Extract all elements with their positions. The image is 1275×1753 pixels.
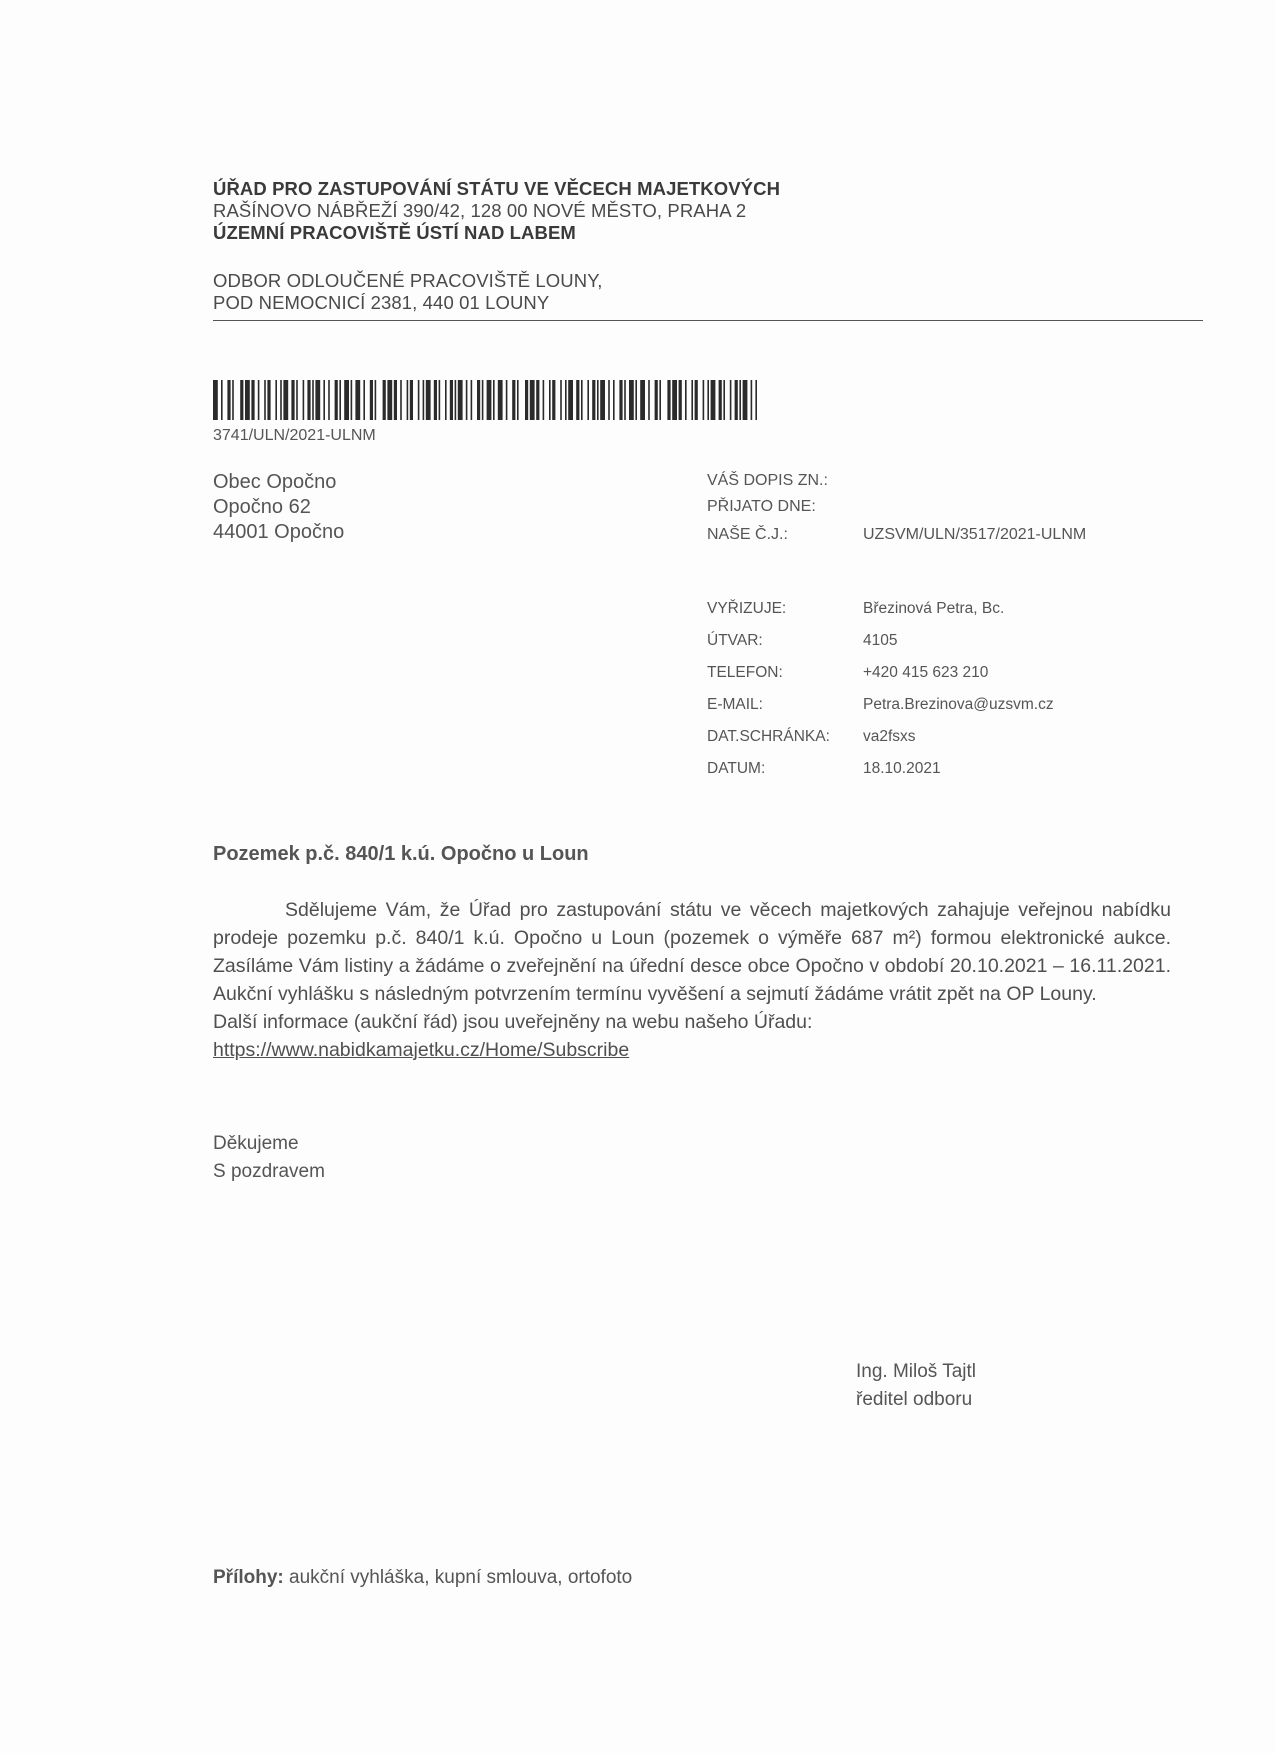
barcode-bar: [477, 380, 480, 420]
barcode-bar: [387, 380, 392, 420]
letter-subject: Pozemek p.č. 840/1 k.ú. Opočno u Loun: [213, 843, 589, 865]
barcode-number: 3741/ULN/2021-ULNM: [213, 427, 376, 444]
barcode-bar: [251, 380, 254, 420]
barcode-bar: [739, 380, 741, 420]
barcode-bar: [426, 380, 431, 420]
email-value: Petra.Brezinova@uzsvm.cz: [863, 696, 1054, 713]
recipient-line-3: 44001 Opočno: [213, 521, 345, 543]
barcode-bar: [434, 380, 437, 420]
barcode-bar: [221, 380, 223, 420]
barcode-bar: [445, 380, 447, 420]
signature-block: [856, 1358, 976, 1414]
barcode-bar: [418, 380, 420, 420]
barcode-bar: [410, 380, 413, 420]
barcode-bar: [258, 380, 260, 420]
barcode-bar: [283, 380, 288, 420]
barcode-bar: [450, 380, 453, 420]
barcode-bar: [339, 380, 341, 420]
office-name: ÚŘAD PRO ZASTUPOVÁNÍ STÁTU VE VĚCECH MAJETKOVÝCH: [213, 178, 781, 199]
barcode-bar: [240, 380, 243, 420]
recipient-line-2: Opočno 62: [213, 496, 311, 518]
barcode-bar: [455, 380, 457, 420]
barcode-bar: [525, 380, 528, 420]
received-label: PŘIJATO DNE:: [707, 498, 816, 515]
barcode-bar: [613, 380, 615, 420]
barcode-bar: [213, 380, 218, 420]
barcode-bar: [498, 380, 503, 420]
barcode-bar: [755, 380, 757, 420]
barcode-bar: [275, 380, 277, 420]
department-address: POD NEMOCNICÍ 2381, 440 01 LOUNY: [213, 292, 550, 313]
barcode-bar: [363, 380, 365, 420]
barcode-bar: [267, 380, 270, 420]
unit-value: 4105: [863, 632, 898, 649]
department-name: ODBOR ODLOUČENÉ PRACOVIŠTĚ LOUNY,: [213, 270, 603, 291]
signatory-name: Ing. Miloš Tajtl: [856, 1361, 977, 1382]
barcode-bar: [296, 380, 298, 420]
barcode-bar: [307, 380, 310, 420]
barcode-bar: [471, 380, 473, 420]
barcode-bar: [629, 380, 634, 420]
barcode-bar: [323, 380, 325, 420]
phone-value: +420 415 623 210: [863, 664, 989, 681]
barcode-bar: [592, 380, 595, 420]
our-ref-label: NAŠE Č.J.:: [707, 526, 788, 543]
barcode-bar: [691, 380, 693, 420]
barcode-bar: [280, 380, 282, 420]
barcode-bar: [245, 380, 250, 420]
barcode-bar: [351, 380, 353, 420]
barcode-bar: [695, 380, 698, 420]
barcode-bar: [597, 380, 599, 420]
workplace-name: ÚZEMNÍ PRACOVIŠTĚ ÚSTÍ NAD LABEM: [213, 222, 576, 243]
closing-thanks: Děkujeme: [213, 1133, 299, 1154]
barcode-bar: [655, 380, 658, 420]
barcode-bar: [335, 380, 338, 420]
barcode-bar: [466, 380, 468, 420]
databox-label: DAT.SCHRÁNKA:: [707, 728, 830, 745]
barcode-bar: [264, 380, 266, 420]
barcode-bar: [407, 380, 409, 420]
barcode-bar: [648, 380, 650, 420]
barcode-bar: [587, 380, 589, 420]
barcode-bar: [536, 380, 539, 420]
barcode-bar: [635, 380, 637, 420]
barcode-bar: [315, 380, 320, 420]
barcode-bar: [458, 380, 463, 420]
barcode-bar: [743, 380, 748, 420]
recipient-line-1: Obec Opočno: [213, 471, 337, 493]
barcode-bar: [560, 380, 562, 420]
barcode-bar: [312, 380, 314, 420]
barcode-bar: [423, 380, 425, 420]
our-ref-value: UZSVM/ULN/3517/2021-ULNM: [863, 526, 1087, 543]
databox-value: va2fsxs: [863, 728, 916, 745]
barcode-bar: [565, 380, 567, 420]
barcode-bar: [659, 380, 661, 420]
barcode-bar: [400, 380, 402, 420]
barcode-bar: [375, 380, 377, 420]
handler-label: VYŘIZUJE:: [707, 600, 787, 617]
barcode-bar: [600, 380, 605, 420]
auction-link[interactable]: https://www.nabidkamajetku.cz/Home/Subscribe: [213, 1039, 630, 1061]
body-paragraph: Sdělujeme Vám, že Úřad pro zastupování státu ve věcech majetkových zahajuje veřejnou nabídku prodeje pozemku p.č. 840/1 k.ú. Opočno u Loun (pozemek o výměře 687 m²) formou elektronické aukce. Zasíláme Vám listiny a žádáme o zveřejnění na úřední desce obce Opočno v období 20.10.2021 – 16.11.2021. Aukční vyhlášku s následným potvrzením termínu vyvěšení a sejmutí žádáme vrátit zpět na OP Louny.: [213, 899, 1171, 1005]
barcode-bar: [370, 380, 373, 420]
email-label: E-MAIL:: [707, 696, 763, 713]
barcode-bar: [303, 380, 305, 420]
barcode-bar: [355, 380, 360, 420]
your-letter-label: VÁŠ DOPIS ZN.:: [707, 472, 828, 489]
barcode-bar: [493, 380, 495, 420]
barcode-bar: [487, 380, 492, 420]
recipient-address: [213, 470, 344, 545]
attachments-list: aukční vyhláška, kupní smlouva, ortofoto: [289, 1567, 633, 1588]
unit-label: ÚTVAR:: [707, 632, 763, 649]
barcode-bar: [581, 380, 583, 420]
barcode-bar: [608, 380, 610, 420]
letter-body: [213, 896, 1171, 1064]
barcode-bar: [679, 380, 682, 420]
barcode-bar: [730, 380, 732, 420]
barcode-bar: [344, 380, 349, 420]
barcode-bar: [672, 380, 677, 420]
barcode-image: [213, 380, 758, 420]
body-info: Další informace (aukční řád) jsou uveřejněny na webu našeho Úřadu:: [213, 1011, 813, 1033]
office-address: RAŠÍNOVO NÁBŘEŽÍ 390/42, 128 00 NOVÉ MĚSTO, PRAHA 2: [213, 200, 747, 221]
barcode-bar: [383, 380, 386, 420]
barcode-bar: [723, 380, 725, 420]
signatory-position: ředitel odboru: [856, 1389, 973, 1410]
letterhead: [213, 178, 1203, 314]
barcode-bar: [394, 380, 397, 420]
barcode-bar: [751, 380, 753, 420]
barcode-bar: [530, 380, 535, 420]
barcode-bar: [227, 380, 230, 420]
date-value: 18.10.2021: [863, 760, 941, 777]
barcode-bar: [685, 380, 687, 420]
barcode-bar: [667, 380, 670, 420]
barcode-bar: [568, 380, 573, 420]
attachments-label: Přílohy:: [213, 1567, 284, 1588]
barcode-bar: [624, 380, 626, 420]
phone-label: TELEFON:: [707, 664, 783, 681]
handler-value: Březinová Petra, Bc.: [863, 600, 1005, 617]
barcode-bar: [543, 380, 545, 420]
barcode-bar: [291, 380, 294, 420]
barcode-bar: [619, 380, 622, 420]
barcode-bar: [711, 380, 716, 420]
barcode-bar: [506, 380, 508, 420]
barcode-bar: [232, 380, 234, 420]
barcode-bar: [719, 380, 722, 420]
barcode-bar: [517, 380, 519, 420]
barcode-bar: [703, 380, 705, 420]
barcode-bar: [439, 380, 441, 420]
barcode-bar: [328, 380, 330, 420]
header-divider: [213, 320, 1203, 321]
closing-block: [213, 1130, 325, 1186]
date-label: DATUM:: [707, 760, 766, 777]
barcode-bar: [552, 380, 555, 420]
barcode-bar: [512, 380, 515, 420]
barcode-bar: [549, 380, 551, 420]
barcode-bar: [707, 380, 709, 420]
barcode-bar: [576, 380, 579, 420]
attachments: [213, 1567, 632, 1589]
barcode-bar: [640, 380, 645, 420]
barcode-bar: [482, 380, 484, 420]
barcode-bar: [735, 380, 738, 420]
closing-regards: S pozdravem: [213, 1161, 325, 1182]
